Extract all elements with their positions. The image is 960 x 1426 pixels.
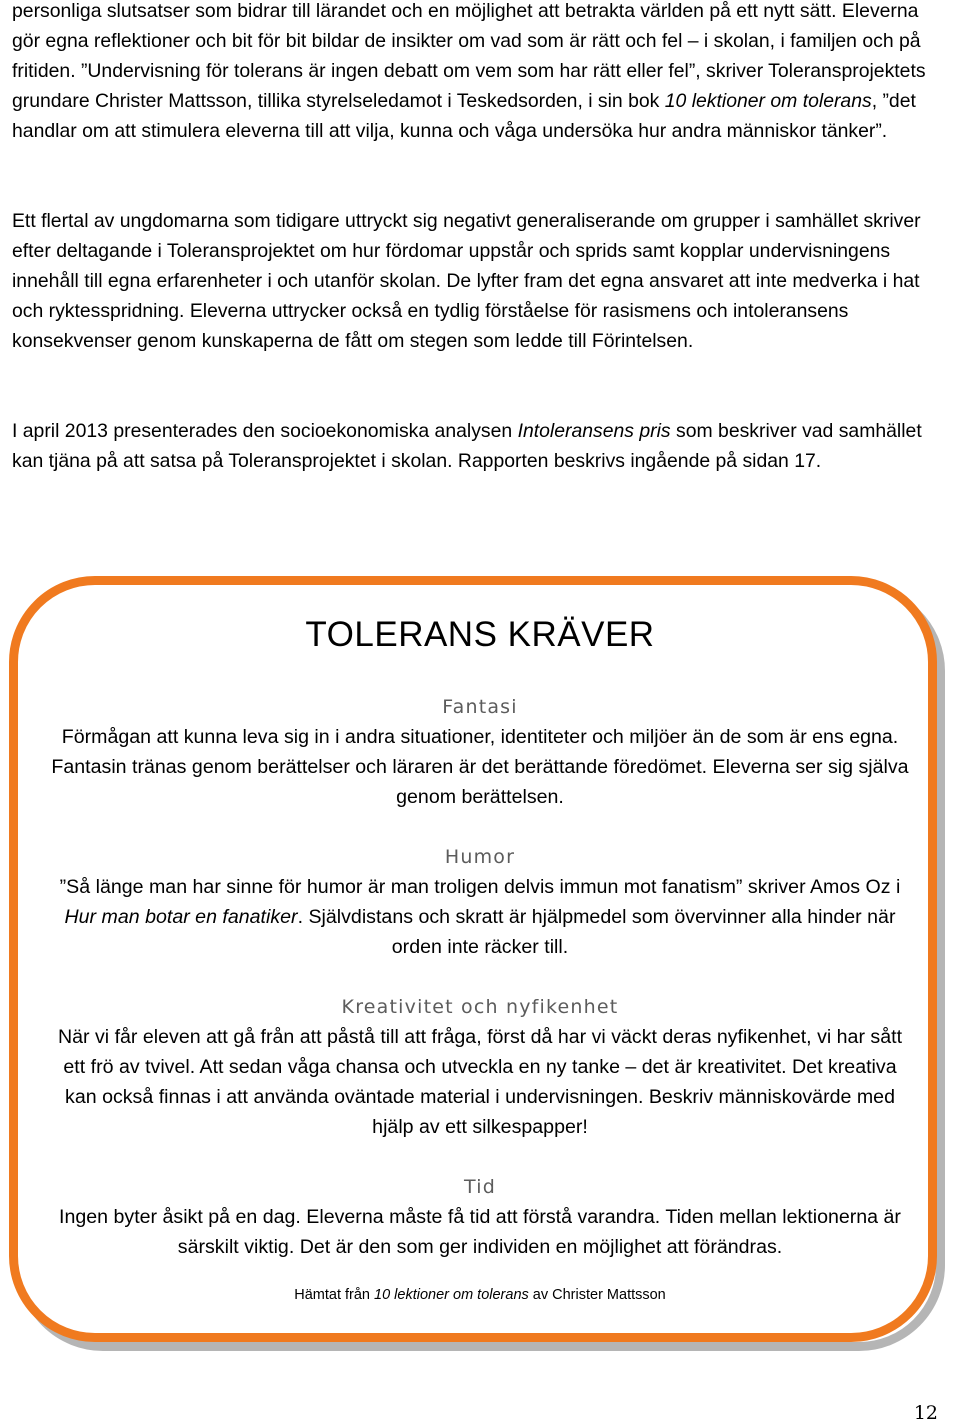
intro-paragraph-3-text-b: som beskriver vad samhället kan tjäna på att satsa på Toleransprojektet i skolan. Rapporten beskrivs ingående på sidan 17.: [12, 420, 922, 472]
section-text-fantasi: Förmågan att kunna leva sig in i andra situationer, identiteter och miljöer än de som är ens egna. Fantasin tränas genom berättelser och läraren är det berättande föredömet. Eleverna ser sig själva genom berättelsen.: [51, 726, 909, 808]
section-text-kreativitet: När vi får eleven att gå från att påstå till att fråga, först då har vi väckt deras nyfikenhet, vi har sått ett frö av tvivel. Att sedan våga chansa och utveckla en ny tanke – det är kreativitet. Det kreativa kan också finnas i att använda oväntade material i undervisningen. Beskriv människovärde med hjälp av ett silkespapper!: [57, 1026, 903, 1138]
intro-paragraph-1-text-b: , ”det handlar om att stimulera eleverna till att vilja, kunna och våga undersöka hur andra människor tänker”.: [12, 90, 916, 142]
intro-paragraph-3: [12, 416, 948, 476]
humor-book-title-italic: Hur man botar en fanatiker: [64, 906, 298, 928]
report-title-italic: Intoleransens pris: [517, 420, 671, 442]
section-heading-humor: Humor: [444, 846, 516, 868]
book-title-italic: 10 lektioner om tolerans: [664, 90, 872, 112]
section-text-humor-a: ”Så länge man har sinne för humor är man troligen delvis immun mot fanatism” skriver Amos Oz i: [59, 876, 901, 898]
intro-paragraph-2: Ett flertal av ungdomarna som tidigare uttryckt sig negativt generaliserande om grupper i samhället skriver efter deltagande i Toleransprojektet om hur fördomar uppstår och sprids samt kopplar undervisningens innehåll till egna erfarenheter i och utanför skolan. De lyfter fram det egna ansvaret att inte medverka i hat och ryktesspridning. Eleverna uttrycker också en tydlig förståelse för rasismens och intoleransens konsekvenser genom kunskaperna de fått om stegen som ledde till Förintelsen.: [12, 210, 921, 352]
section-heading-kreativitet: Kreativitet och nyfikenhet: [341, 996, 619, 1018]
source-credit-b: av Christer Mattsson: [528, 1287, 666, 1303]
source-credit: [0, 1284, 960, 1306]
section-text-tid: Ingen byter åsikt på en dag. Eleverna måste få tid att förstå varandra. Tiden mellan lektionerna är särskilt viktig. Det är den som ger individen en möjlighet att förändras.: [59, 1206, 901, 1258]
section-text-humor-b: . Självdistans och skratt är hjälpmedel som övervinner alla hinder när orden inte räcker till.: [297, 906, 896, 958]
section-text-humor: [50, 872, 910, 962]
source-book-title-italic: 10 lektioner om tolerans: [374, 1287, 529, 1303]
intro-paragraph-1: [12, 0, 948, 146]
section-heading-tid: Tid: [464, 1176, 496, 1198]
callout-title: TOLERANS KRÄVER: [305, 615, 655, 654]
source-credit-a: Hämtat från: [294, 1287, 375, 1303]
section-heading-fantasi: Fantasi: [442, 696, 518, 718]
intro-paragraph-3-text-a: I april 2013 presenterades den socioekonomiska analysen: [12, 420, 518, 442]
page-number: 12: [913, 1402, 938, 1424]
intro-paragraph-1-text-a: personliga slutsatser som bidrar till lärandet och en möjlighet att betrakta världen på ett nytt sätt. Eleverna gör egna reflektioner och bit för bit bildar de insikter om vad som är rätt och fel – i skolan, i familjen och på fritiden. ”Undervisning för tolerans är ingen debatt om vem som har rätt eller fel”, skriver Toleransprojektets grundare Christer Mattsson, tillika styrelseledamot i Teskedsorden, i sin bok: [12, 0, 926, 112]
